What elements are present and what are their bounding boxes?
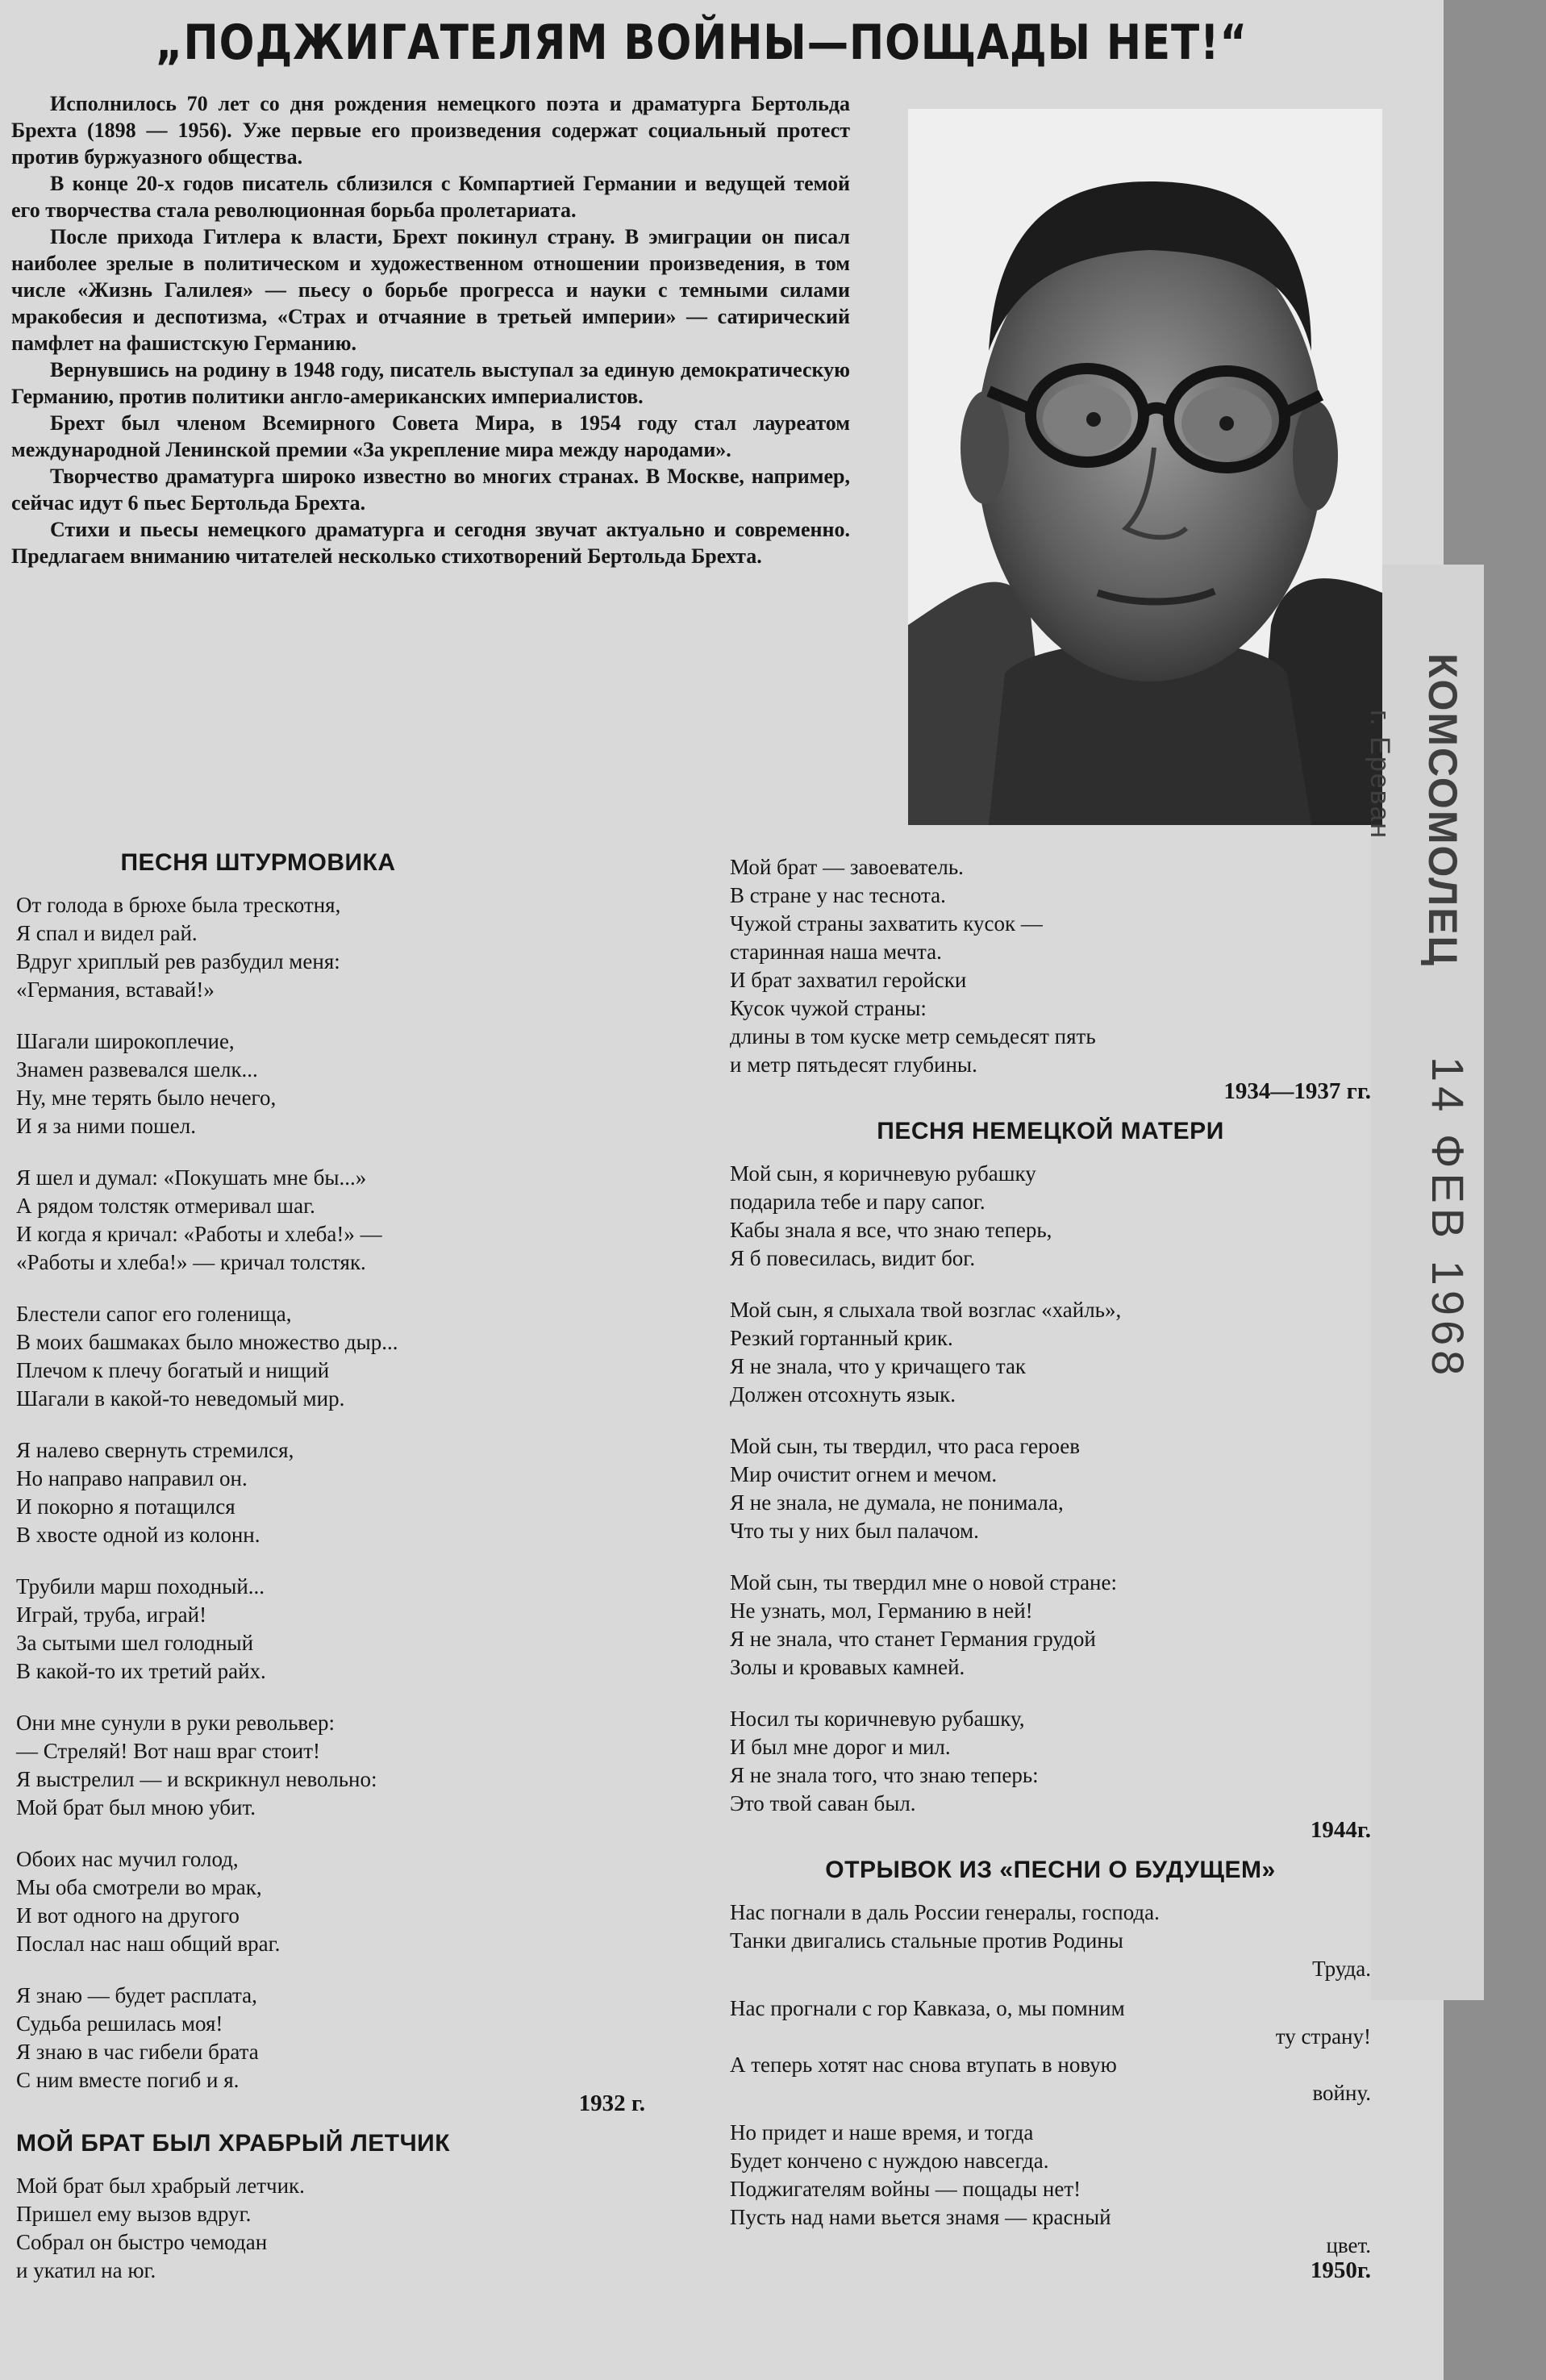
poem-line: Резкий гортанный крик. bbox=[730, 1326, 953, 1350]
headline: „ПОДЖИГАТЕЛЯМ ВОЙНЫ—ПОЩАДЫ НЕТ!“ bbox=[155, 15, 1248, 71]
stanza bbox=[16, 1436, 645, 1549]
poem-line: И брат захватил геройски bbox=[730, 968, 967, 992]
stanza bbox=[16, 1164, 645, 1277]
poem-line: Пусть над нами вьется знамя — красный bbox=[730, 2205, 1111, 2229]
poem-line: Я шел и думал: «Покушать мне бы...» bbox=[16, 1165, 367, 1190]
stanza bbox=[730, 1899, 1371, 1983]
newspaper-stamp: КОМСОМОЛЕЦ bbox=[1420, 653, 1465, 968]
poem-line: и метр пятьдесят глубины. bbox=[730, 1052, 977, 1077]
stanza bbox=[16, 891, 645, 1004]
stanza bbox=[16, 1845, 645, 1958]
intro-text bbox=[11, 90, 850, 569]
poem-line: и укатил на юг. bbox=[16, 2258, 156, 2282]
poem-line: Мой сын, ты твердил мне о новой стране: bbox=[730, 1570, 1117, 1594]
poem-line: Мир очистит огнем и мечом. bbox=[730, 1462, 998, 1486]
poem-line: старинная наша мечта. bbox=[730, 940, 942, 964]
poem-line: А рядом толстяк отмеривал шаг. bbox=[16, 1194, 315, 1218]
poem-line: Труда. bbox=[1312, 1957, 1371, 1981]
stanza bbox=[16, 2172, 645, 2285]
poem-line: Нас прогнали с гор Кавказа, о, мы помним bbox=[730, 1996, 1125, 2020]
poem-line: Трубили марш походный... bbox=[16, 1574, 265, 1598]
poem-line: И я за ними пошел. bbox=[16, 1114, 196, 1138]
poem-line: Блестели сапог его голенища, bbox=[16, 1302, 292, 1326]
poem-date: 1934—1937 гг. bbox=[1223, 1078, 1371, 1104]
right-column bbox=[730, 853, 1371, 2296]
poem-line: Послал нас наш общий враг. bbox=[16, 1932, 281, 1956]
poem-line: Мой брат был храбрый летчик. bbox=[16, 2174, 305, 2198]
poem-line: Мой брат был мною убит. bbox=[16, 1795, 256, 1819]
poem-line: Пришел ему вызов вдруг. bbox=[16, 2202, 252, 2226]
poem-title: ПЕСНЯ ШТУРМОВИКА bbox=[120, 849, 396, 876]
poem-date: 1950г. bbox=[1310, 2257, 1371, 2283]
poem-line: Ну, мне терять было нечего, bbox=[16, 1086, 277, 1110]
poem-line: Играй, труба, играй! bbox=[16, 1603, 207, 1627]
poem-line: войну. bbox=[1312, 2081, 1371, 2105]
poem-line: подарила тебе и пару сапог. bbox=[730, 1190, 986, 1214]
stanza bbox=[730, 1705, 1371, 1818]
intro-paragraph: Стихи и пьесы немецкого драматурга и сегодня звучат актуально и современно. Предлагаем вниманию читателей несколько стихотворений Бертольда Брехта. bbox=[11, 518, 850, 568]
poem-line: Что ты у них был палачом. bbox=[730, 1519, 979, 1543]
poem-line: Это твой саван был. bbox=[730, 1791, 916, 1815]
stanza bbox=[730, 1569, 1371, 1682]
date-stamp: 14 ФЕВ 1968 bbox=[1423, 1057, 1473, 1381]
poem-line: длины в том куске метр семьдесят пять bbox=[730, 1024, 1096, 1048]
stanza bbox=[730, 1296, 1371, 1409]
stanza bbox=[16, 1709, 645, 1822]
intro-paragraph: Творчество драматурга широко известно во многих странах. В Москве, например, сейчас идут 6 пьес Бертольда Брехта. bbox=[11, 465, 850, 515]
stanza bbox=[16, 1027, 645, 1140]
poem-line: И покорно я потащился bbox=[16, 1494, 235, 1519]
poem-line: Мы оба смотрели во мрак, bbox=[16, 1875, 262, 1899]
poem-line: Судьба решилась моя! bbox=[16, 2011, 223, 2036]
poem-line: Я не знала, не думала, не понимала, bbox=[730, 1490, 1064, 1515]
poem-line: Я не знала, что у кричащего так bbox=[730, 1354, 1027, 1378]
poem-line: Кусок чужой страны: bbox=[730, 996, 927, 1020]
poem-line: Не узнать, мол, Германию в ней! bbox=[730, 1598, 1033, 1623]
poem-line: Танки двигались стальные против Родины bbox=[730, 1928, 1123, 1953]
poem-line: Будет кончено с нуждою навсегда. bbox=[730, 2149, 1049, 2173]
stanza bbox=[16, 1573, 645, 1686]
poem-line: «Германия, вставай!» bbox=[16, 977, 215, 1002]
poem-line: Должен отсохнуть язык. bbox=[730, 1382, 956, 1407]
stanza bbox=[16, 1300, 645, 1413]
poem-line: Мой брат — завоеватель. bbox=[730, 855, 964, 879]
poem-line: Знамен развевался шелк... bbox=[16, 1057, 258, 1082]
poem-line: Мой сын, я коричневую рубашку bbox=[730, 1161, 1036, 1186]
poem-line: Я налево свернуть стремился, bbox=[16, 1438, 294, 1462]
poem-line: Поджигателям войны — пощады нет! bbox=[730, 2177, 1081, 2201]
poem-line: И был мне дорог и мил. bbox=[730, 1735, 951, 1759]
poem-line: И вот одного на другого bbox=[16, 1903, 240, 1928]
poem-line: С ним вместе погиб и я. bbox=[16, 2068, 240, 2092]
poem-title: ПЕСНЯ НЕМЕЦКОЙ МАТЕРИ bbox=[877, 1118, 1224, 1144]
poem-line: Мой сын, ты твердил, что раса героев bbox=[730, 1434, 1081, 1458]
poem-date: 1944г. bbox=[1310, 1817, 1371, 1843]
poem-line: От голода в брюхе была трескотня, bbox=[16, 893, 341, 917]
intro-paragraph: Вернувшись на родину в 1948 году, писатель выступал за единую демократическую Германию, против политики англо-американских империалистов. bbox=[11, 358, 850, 408]
poem-line: Шагали в какой-то неведомый мир. bbox=[16, 1386, 345, 1411]
poem-line: цвет. bbox=[1326, 2233, 1371, 2257]
poem-line: А теперь хотят нас снова втупать в новую bbox=[730, 2053, 1117, 2077]
poem-line: Мой сын, я слыхала твой возглас «хайль», bbox=[730, 1298, 1122, 1322]
poem-title: ОТРЫВОК ИЗ «ПЕСНИ О БУДУЩЕМ» bbox=[825, 1857, 1276, 1883]
poem-line: Но направо направил он. bbox=[16, 1466, 248, 1490]
poem-line: Плечом к плечу богатый и нищий bbox=[16, 1358, 330, 1382]
poem-line: Я б повесилась, видит бог. bbox=[730, 1246, 976, 1270]
poem-line: Я знаю в час гибели брата bbox=[16, 2040, 259, 2064]
poem-line: Обоих нас мучил голод, bbox=[16, 1847, 239, 1871]
city-stamp: г. Ереван bbox=[1365, 710, 1395, 840]
poem-line: В хвосте одной из колонн. bbox=[16, 1523, 260, 1547]
poem-line: За сытыми шел голодный bbox=[16, 1631, 254, 1655]
stanza bbox=[730, 2119, 1371, 2260]
poem-line: Я не знала того, что знаю теперь: bbox=[730, 1763, 1039, 1787]
poem-line: Собрал он быстро чемодан bbox=[16, 2230, 268, 2254]
poem-line: «Работы и хлеба!» — кричал толстяк. bbox=[16, 1250, 366, 1274]
poem-line: В моих башмаках было множество дыр... bbox=[16, 1330, 398, 1354]
stanza bbox=[730, 853, 1371, 1079]
stanza bbox=[730, 1160, 1371, 1273]
poem-line: И когда я кричал: «Работы и хлеба!» — bbox=[16, 1222, 382, 1246]
poem-title: МОЙ БРАТ БЫЛ ХРАБРЫЙ ЛЕТЧИК bbox=[16, 2130, 451, 2157]
poem-line: — Стреляй! Вот наш враг стоит! bbox=[16, 1739, 320, 1763]
poem-line: ту страну! bbox=[1275, 2024, 1371, 2049]
poem-line: Шагали широкоплечие, bbox=[16, 1029, 235, 1053]
poem-line: В какой-то их третий райх. bbox=[16, 1659, 266, 1683]
poem-line: Кабы знала я все, что знаю теперь, bbox=[730, 1218, 1052, 1242]
poem-line: Я знаю — будет расплата, bbox=[16, 1983, 257, 2007]
left-column bbox=[16, 848, 645, 2308]
poem-line: Носил ты коричневую рубашку, bbox=[730, 1707, 1025, 1731]
portrait-photo bbox=[908, 109, 1382, 825]
stanza bbox=[730, 1994, 1371, 2107]
poem-line: Золы и кровавых камней. bbox=[730, 1655, 965, 1679]
portrait-icon bbox=[908, 109, 1382, 825]
poem-line: Вдруг хриплый рев разбудил меня: bbox=[16, 949, 340, 973]
poem-line: Но придет и наше время, и тогда bbox=[730, 2120, 1034, 2145]
intro-paragraph: В конце 20-х годов писатель сблизился с Компартией Германии и ведущей темой его творчества стала революционная борьба пролетариата. bbox=[11, 172, 850, 222]
poem-line: Я не знала, что станет Германия грудой bbox=[730, 1627, 1096, 1651]
poem-line: Нас погнали в даль России генералы, господа. bbox=[730, 1900, 1160, 1924]
stanza bbox=[730, 1432, 1371, 1545]
poem-line: Чужой страны захватить кусок — bbox=[730, 911, 1043, 936]
intro-paragraph: Исполнилось 70 лет со дня рождения немецкого поэта и драматурга Бертольда Брехта (1898 — 1956). Уже первые его произведения содержат социальный протест против буржуазного общества. bbox=[11, 92, 850, 169]
poem-line: Я выстрелил — и вскрикнул невольно: bbox=[16, 1767, 377, 1791]
poem-line: В стране у нас теснота. bbox=[730, 883, 946, 907]
poem-line: Они мне сунули в руки револьвер: bbox=[16, 1711, 335, 1735]
stanza bbox=[16, 1982, 645, 2094]
poem-line: Я спал и видел рай. bbox=[16, 921, 198, 945]
poem-date: 1932 г. bbox=[578, 2090, 645, 2116]
intro-paragraph: Брехт был членом Всемирного Совета Мира, в 1954 году стал лауреатом международной Ленинской премии «За укрепление мира между народами». bbox=[11, 411, 850, 461]
intro-paragraph: После прихода Гитлера к власти, Брехт покинул страну. В эмиграции он писал наиболее зрелые в политическом и художественном отношении произведения, в том числе «Жизнь Галилея» — пьесу о борьбе прогресса и науки с темными силами мракобесия и деспотизма, «Страх и отчаяние в третьей империи» — сатирический памфлет на фашистскую Германию. bbox=[11, 225, 850, 355]
